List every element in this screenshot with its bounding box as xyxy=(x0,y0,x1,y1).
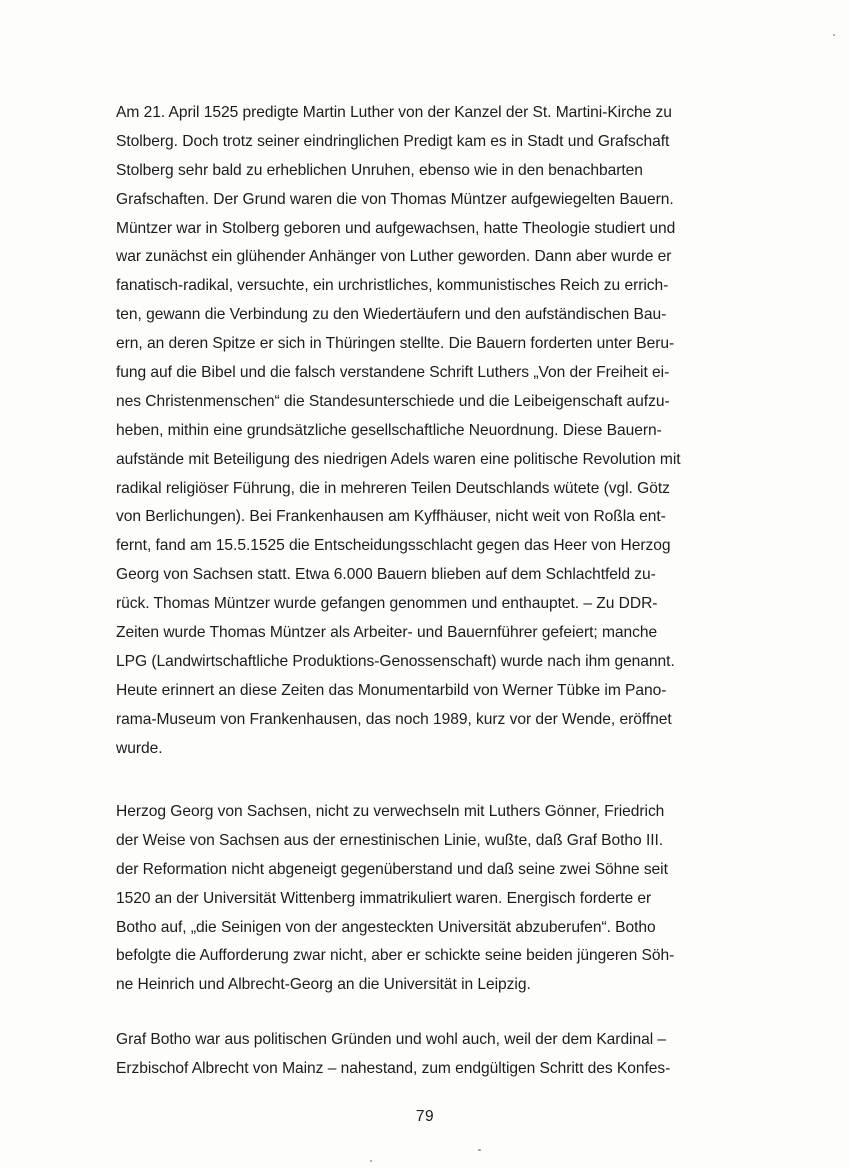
text-line: nes Christenmenschen“ die Standesunterschiede und die Leibeigenschaft aufzu- xyxy=(116,392,670,410)
page-number: 79 xyxy=(415,1108,435,1125)
scan-speck xyxy=(833,34,835,36)
text-line: Grafschaften. Der Grund waren die von Thomas Müntzer aufgewiegelten Bauern. xyxy=(116,190,674,208)
scan-speck xyxy=(478,1149,481,1151)
text-line: Herzog Georg von Sachsen, nicht zu verwechseln mit Luthers Gönner, Friedrich xyxy=(116,803,665,820)
paragraph-peasants-war xyxy=(116,99,728,763)
text-line: rück. Thomas Müntzer wurde gefangen genommen und enthauptet. – Zu DDR- xyxy=(116,595,658,613)
paragraph-count-botho xyxy=(116,1026,728,1084)
text-line: radikal religiöser Führung, die in mehreren Teilen Deutschlands wütete (vgl. Götz xyxy=(116,479,670,497)
text-line: ne Heinrich und Albrecht-Georg an die Universität in Leipzig. xyxy=(116,976,531,994)
text-line: fung auf die Bibel und die falsch verstandene Schrift Luthers „Von der Freiheit ei- xyxy=(116,364,670,382)
text-line: der Reformation nicht abgeneigt gegenüberstand und daß seine zwei Söhne seit xyxy=(116,860,668,878)
text-line: Stolberg. Doch trotz seiner eindringlichen Predigt kam es in Stadt und Grafschaft xyxy=(116,132,670,150)
text-line: ten, gewann die Verbindung zu den Wiedertäufern und den aufständischen Bau- xyxy=(116,306,667,324)
text-line: Am 21. April 1525 predigte Martin Luther von der Kanzel der St. Martini-Kirche zu xyxy=(116,104,672,121)
text-line: Zeiten wurde Thomas Müntzer als Arbeiter- und Bauernführer gefeiert; manche xyxy=(116,624,658,642)
text-line: fanatisch-radikal, versuchte, ein urchristliches, kommunistisches Reich zu errich- xyxy=(116,277,669,295)
text-line: Müntzer war in Stolberg geboren und aufgewachsen, hatte Theologie studiert und xyxy=(116,219,676,237)
text-line: ern, an deren Spitze er sich in Thüringen stellte. Die Bauern forderten unter Beru- xyxy=(116,335,675,353)
text-line: der Weise von Sachsen aus der ernestinischen Linie, wußte, daß Graf Botho III. xyxy=(116,831,664,849)
text-line: von Berlichungen). Bei Frankenhausen am Kyffhäuser, nicht weit von Roßla ent- xyxy=(116,508,666,526)
text-line: rama-Museum von Frankenhausen, das noch 1989, kurz vor der Wende, eröffnet xyxy=(116,710,672,728)
text-line: befolgte die Aufforderung zwar nicht, aber er schickte seine beiden jüngeren Söh- xyxy=(116,947,675,965)
text-line: 1520 an der Universität Wittenberg immatrikuliert waren. Energisch forderte er xyxy=(116,889,652,907)
text-line: heben, mithin eine grundsätzliche gesellschaftliche Neuordnung. Diese Bauern- xyxy=(116,421,662,439)
text-line: fernt, fand am 15.5.1525 die Entscheidungsschlacht gegen das Heer von Herzog xyxy=(116,537,671,555)
text-line: Georg von Sachsen statt. Etwa 6.000 Bauern blieben auf dem Schlachtfeld zu- xyxy=(116,566,656,584)
text-line: aufstände mit Beteiligung des niedrigen Adels waren eine politische Revolution mit xyxy=(116,450,681,468)
text-line: Stolberg sehr bald zu erheblichen Unruhen, ebenso wie in den benachbarten xyxy=(116,161,643,179)
text-line: Erzbischof Albrecht von Mainz – nahestand, zum endgültigen Schritt des Konfes- xyxy=(116,1059,671,1077)
text-line: LPG (Landwirtschaftliche Produktions-Genossenschaft) wurde nach ihm genannt. xyxy=(116,652,675,670)
text-line: wurde. xyxy=(116,739,163,757)
scan-speck xyxy=(370,1160,372,1162)
text-line: Heute erinnert an diese Zeiten das Monumentarbild von Werner Tübke im Pano- xyxy=(116,681,667,699)
paragraph-duke-georg xyxy=(116,798,728,1000)
text-line: war zunächst ein glühender Anhänger von Luther geworden. Dann aber wurde er xyxy=(116,248,672,266)
text-line: Botho auf, „die Seinigen von der angesteckten Universität abzuberufen“. Botho xyxy=(116,918,656,936)
text-line: Graf Botho war aus politischen Gründen und wohl auch, weil der dem Kardinal – xyxy=(116,1031,667,1048)
